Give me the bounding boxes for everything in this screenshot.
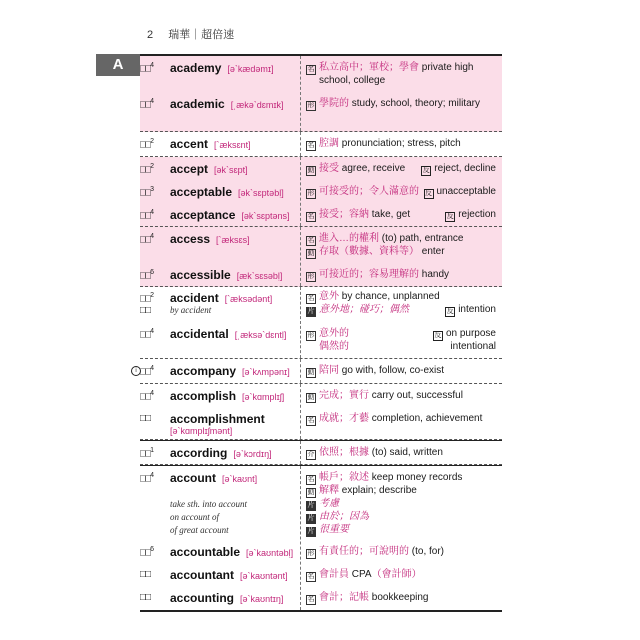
definition-accent: 名 腔調 pronunciation; stress, pitch [307,138,461,149]
definition-accountable: 形 有責任的；可說明的 (to, for) [307,546,445,557]
clock-icon: i [131,366,141,376]
headword-academic: academic [ˌækə`dɛmɪk] [170,97,284,111]
definition-accompany: 動 陪同 go with, follow, co-exist [307,365,445,376]
entry-group-accompany: i □□$^4$ accompany [ə`kʌmpənɪ] 動 陪同 go with, follow, co-exist [140,359,502,384]
definition-account-1: 名 帳戶；敘述 keep money records [307,472,463,483]
section-tab-a: A [96,54,140,76]
definition-phrase-3: 片 很重要 [307,524,349,535]
definition-acceptable: 形 可接受的；令人滿意的 反 unacceptable [307,186,496,197]
page-number: 2 [147,29,154,41]
headword-accident: accident [`æksədənt] [170,291,273,305]
entry-group-accomplish: □□$^4$ accomplish [ə`kɑmplɪʃ] □□ accomplishment [ə`kɑmplɪʃmənt] 動 完成；實行 carry out, successful 名 成就；才藝 completion, achievement [140,384,502,440]
entry-group-according: □□$^1$ according [ə`kɔrdɪŋ] 介 依照；根據 (to) said, written [140,440,502,465]
definition-account-2: 動 解釋 explain; describe [307,485,417,496]
entry-group-academy: □□$^4$ academy [ə`kædəmɪ] □□$^4$ academic [ˌækə`dɛmɪk] 名 私立高中；軍校；學會 private high school, college 形 學院的 study, school, theory; military [140,54,502,132]
entry-group-access: □□$^4$ access [`æksɛs] □□$^6$ accessible [æk`sɛsəbḷ] 名 進入…的權利 (to) path, entrance 動 存取（數據、資料等） enter 形 可接近的；容易理解的 handy [140,227,502,287]
definition-access-1: 名 進入…的權利 (to) path, entrance [307,233,464,244]
entry-group-account: □□$^4$ account [ə`kaʊnt] take sth. into account on account of of great account □□$^6$ accountable [ə`kaʊntəbḷ] □□ accountant [ə`kaʊntənt] □□ accounting [ə`kaʊntɪŋ] 名 帳戶；敘述 keep money records 動 解釋 explain; describe 片 考慮 片 由於；因為 片 很重要 形 有責任的；可說明的 (to, for) 名 會計員 CPA（會計師） 名 會計；記帳 bookkeeping [140,465,502,612]
definition-academy: 名 私立高中；軍校；學會 private high [307,62,474,73]
definition-phrase-1: 片 考慮 [307,498,339,509]
headword-accessible: accessible [æk`sɛsəbḷ] [170,268,283,282]
headword-accomplish: accomplish [ə`kɑmplɪʃ] [170,389,285,403]
page-header [147,26,234,42]
headword-acceptance: acceptance [ək`sɛptəns] [170,208,290,222]
phrase-of-great-account: of great account [170,525,229,535]
definition-accept: 動 接受 agree, receive 反 reject, decline [307,163,496,174]
definition-accidental-1: 形 意外的 反 on purpose [307,328,496,339]
definition-phrase-2: 片 由於；因為 [307,511,369,522]
phrase-take-into-account: take sth. into account [170,499,247,509]
headword-accomplishment: accomplishment [170,412,265,426]
entry-group-accent: □□$^2$ accent [`æksɛnt] 名 腔調 pronunciation; stress, pitch [140,132,502,157]
headword-account: account [ə`kaʊnt] [170,471,258,485]
entry-group-accept: □□$^2$ accept [ək`sɛpt] □□$^3$ acceptable [ək`sɛptəbḷ] □□$^4$ acceptance [ək`sɛptəns] 動 接受 agree, receive 反 reject, decline 形 可接受的；令人滿意的 反 unacceptable 名 接受；容納 take, get 反 rejection [140,157,502,227]
definition-access-2: 動 存取（數據、資料等） enter [307,246,445,257]
vocabulary-table [135,54,502,612]
definition-accomplish: 動 完成；實行 carry out, successful [307,390,463,401]
definition-accidental-2: 偶然的 intentional [319,341,496,352]
phrase-on-account-of: on account of [170,512,219,522]
headword-accountant: accountant [ə`kaʊntənt] [170,568,288,582]
headword-accent: accent [`æksɛnt] [170,137,251,151]
phrase-by-accident: by accident [170,305,212,315]
headword-accept: accept [ək`sɛpt] [170,162,248,176]
definition-by-accident: 片 意外地；碰巧；偶然 反 intention [307,304,496,315]
definition-academic: 形 學院的 study, school, theory; military [307,98,480,109]
entry-group-accident: □□$^2$ accident [`æksədənt] □□ by accident □□$^4$ accidental [ˌæksə`dɛntḷ] 名 意外 by chance, unplanned 片 意外地；碰巧；偶然 反 intention 形 意外的 反 on purpose 偶然的 intentional [140,287,502,359]
definition-accessible: 形 可接近的；容易理解的 handy [307,269,450,280]
book-title: 瑞華｜超倍速 [168,29,235,41]
definition-acceptance: 名 接受；容納 take, get 反 rejection [307,209,496,220]
headword-access: access [`æksɛs] [170,232,250,246]
definition-accounting: 名 會計；記帳 bookkeeping [307,592,429,603]
ipa-accomplishment: [ə`kɑmplɪʃmənt] [170,426,233,436]
definition-accident: 名 意外 by chance, unplanned [307,291,440,302]
definition-accomplishment: 名 成就；才藝 completion, achievement [307,413,483,424]
definition-according: 介 依照；根據 (to) said, written [307,447,443,458]
definition-accountant: 名 會計員 CPA（會計師） [307,569,422,580]
headword-accidental: accidental [ˌæksə`dɛntḷ] [170,327,287,341]
headword-accountable: accountable [ə`kaʊntəbḷ] [170,545,294,559]
headword-accounting: accounting [ə`kaʊntɪŋ] [170,591,284,605]
headword-according: according [ə`kɔrdɪŋ] [170,446,272,460]
headword-acceptable: acceptable [ək`sɛptəbḷ] [170,185,284,199]
headword-accompany: accompany [ə`kʌmpənɪ] [170,364,290,378]
headword-academy: academy [ə`kædəmɪ] [170,61,274,75]
